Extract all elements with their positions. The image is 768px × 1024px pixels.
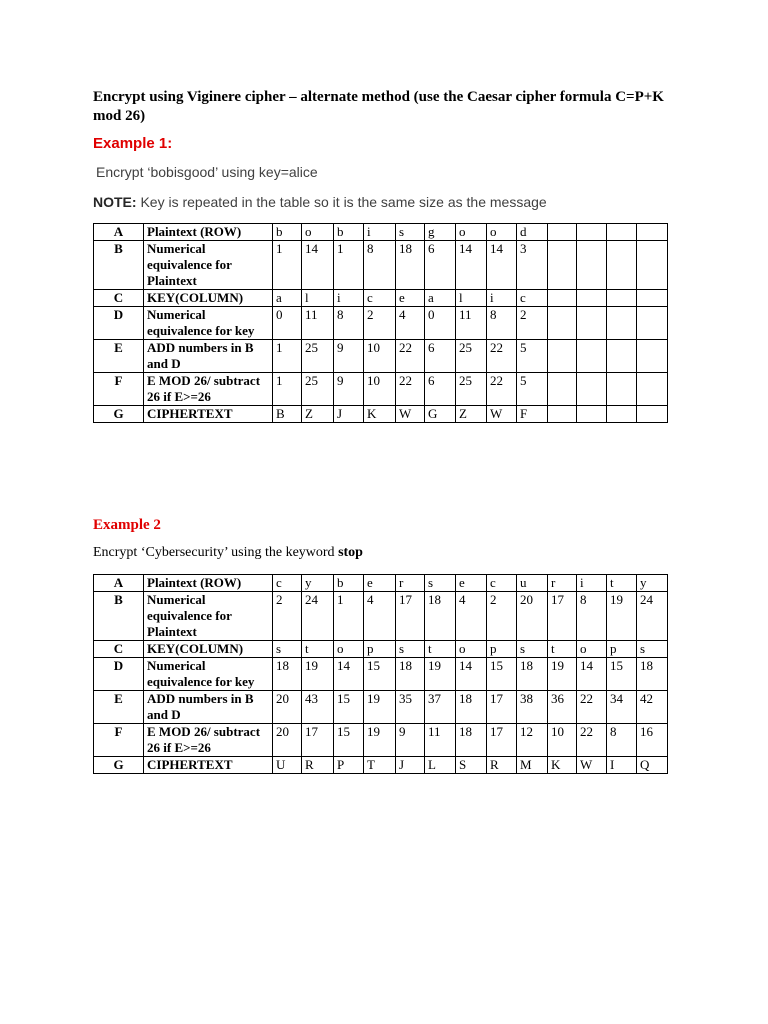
value-cell: c [364,290,396,307]
value-cell [607,406,637,423]
value-cell: b [334,575,364,592]
value-cell [548,340,577,373]
value-cell [607,340,637,373]
example-2-table-body [94,575,668,774]
value-cell: J [334,406,364,423]
value-cell: 12 [517,724,548,757]
value-cell: 1 [334,241,364,290]
value-cell: 9 [334,373,364,406]
value-cell: 4 [396,307,425,340]
value-cell: 42 [637,691,668,724]
row-letter-cell: G [94,757,144,774]
value-cell: W [396,406,425,423]
value-cell: 20 [517,592,548,641]
example-2-table [93,574,668,774]
table-row [94,658,668,691]
value-cell: 18 [396,241,425,290]
example-2-heading: Example 2 [93,517,161,533]
value-cell: 20 [273,691,302,724]
value-cell: W [487,406,517,423]
value-cell: 6 [425,373,456,406]
value-cell: 1 [273,241,302,290]
value-cell: 15 [364,658,396,691]
value-cell [607,290,637,307]
table-row [94,575,668,592]
value-cell: 1 [273,340,302,373]
row-label-cell: Numerical equivalence for key [144,307,273,340]
row-letter-cell: G [94,406,144,423]
value-cell: 11 [302,307,334,340]
row-letter-cell: C [94,290,144,307]
value-cell: 38 [517,691,548,724]
row-label-cell: Numerical equivalence for key [144,658,273,691]
value-cell: J [396,757,425,774]
value-cell: Q [637,757,668,774]
value-cell: 14 [456,658,487,691]
value-cell: 16 [637,724,668,757]
value-cell: u [517,575,548,592]
value-cell: 22 [577,691,607,724]
value-cell: 19 [548,658,577,691]
row-label-cell: CIPHERTEXT [144,406,273,423]
table-row [94,224,668,241]
value-cell [637,224,668,241]
value-cell: o [456,224,487,241]
value-cell [577,307,607,340]
value-cell: G [425,406,456,423]
value-cell: 22 [577,724,607,757]
value-cell [577,290,607,307]
value-cell: 18 [273,658,302,691]
table-row [94,241,668,290]
value-cell: 2 [517,307,548,340]
example-1-heading: Example 1: [93,135,173,152]
value-cell: 37 [425,691,456,724]
value-cell: s [425,575,456,592]
value-cell: 17 [487,724,517,757]
value-cell: a [425,290,456,307]
value-cell [548,224,577,241]
value-cell [607,224,637,241]
note-text: Key is repeated in the table so it is the same size as the message [136,194,547,210]
value-cell: 10 [548,724,577,757]
value-cell: 1 [273,373,302,406]
value-cell: 9 [396,724,425,757]
value-cell: c [517,290,548,307]
value-cell: s [637,641,668,658]
value-cell: g [425,224,456,241]
value-cell [637,340,668,373]
row-label-cell: Plaintext (ROW) [144,575,273,592]
value-cell: 25 [456,340,487,373]
value-cell: 25 [456,373,487,406]
value-cell: s [517,641,548,658]
row-letter-cell: F [94,724,144,757]
row-letter-cell: F [94,373,144,406]
row-letter-cell: A [94,575,144,592]
value-cell: c [487,575,517,592]
value-cell: 17 [548,592,577,641]
value-cell [548,290,577,307]
row-label-cell: Numerical equivalence for Plaintext [144,592,273,641]
value-cell: i [334,290,364,307]
value-cell: a [273,290,302,307]
value-cell: 18 [456,691,487,724]
value-cell [637,290,668,307]
value-cell: 19 [425,658,456,691]
row-letter-cell: C [94,641,144,658]
value-cell: r [396,575,425,592]
value-cell [548,307,577,340]
value-cell: 5 [517,340,548,373]
note-paragraph [93,194,547,210]
value-cell: 24 [637,592,668,641]
value-cell: 19 [302,658,334,691]
table-row [94,307,668,340]
row-label-cell: E MOD 26/ subtract 26 if E>=26 [144,373,273,406]
value-cell: 18 [637,658,668,691]
table-row [94,406,668,423]
value-cell: b [334,224,364,241]
value-cell: 6 [425,241,456,290]
value-cell: U [273,757,302,774]
value-cell [637,307,668,340]
value-cell: 18 [425,592,456,641]
value-cell: 2 [487,592,517,641]
value-cell: K [548,757,577,774]
value-cell: b [273,224,302,241]
row-label-cell: ADD numbers in B and D [144,340,273,373]
value-cell: y [637,575,668,592]
value-cell: p [487,641,517,658]
value-cell: T [364,757,396,774]
value-cell: e [456,575,487,592]
value-cell: s [273,641,302,658]
page-title: Encrypt using Viginere cipher – alternate method (use the Caesar cipher formula C=P+K mod 26) [93,89,664,124]
value-cell: 6 [425,340,456,373]
value-cell: e [364,575,396,592]
value-cell: 35 [396,691,425,724]
table-row [94,724,668,757]
row-letter-cell: E [94,340,144,373]
example-1-table-body [94,224,668,423]
value-cell: p [607,641,637,658]
value-cell: 18 [456,724,487,757]
value-cell: 10 [364,373,396,406]
value-cell [607,373,637,406]
value-cell: 0 [425,307,456,340]
value-cell: L [425,757,456,774]
value-cell: 19 [364,691,396,724]
row-label-cell: Plaintext (ROW) [144,224,273,241]
value-cell: 1 [334,592,364,641]
value-cell: t [607,575,637,592]
value-cell: 17 [302,724,334,757]
value-cell: i [364,224,396,241]
value-cell: c [273,575,302,592]
value-cell: 15 [334,691,364,724]
value-cell: 8 [607,724,637,757]
value-cell: o [302,224,334,241]
value-cell: 8 [487,307,517,340]
value-cell: 36 [548,691,577,724]
note-label: NOTE: [93,194,137,210]
value-cell: 11 [456,307,487,340]
value-cell: 14 [302,241,334,290]
value-cell: 8 [364,241,396,290]
value-cell: 15 [334,724,364,757]
value-cell: 3 [517,241,548,290]
value-cell: 14 [577,658,607,691]
value-cell: W [577,757,607,774]
table-row [94,373,668,406]
value-cell [548,373,577,406]
value-cell: 8 [334,307,364,340]
value-cell [577,373,607,406]
value-cell: 2 [364,307,396,340]
value-cell: 8 [577,592,607,641]
value-cell: 19 [364,724,396,757]
value-cell: 25 [302,340,334,373]
value-cell: 22 [396,340,425,373]
value-cell: t [548,641,577,658]
value-cell: R [487,757,517,774]
value-cell: R [302,757,334,774]
value-cell: s [396,641,425,658]
value-cell: 22 [396,373,425,406]
value-cell: p [364,641,396,658]
value-cell [548,241,577,290]
value-cell: 14 [334,658,364,691]
value-cell: t [302,641,334,658]
value-cell: Z [456,406,487,423]
value-cell: B [273,406,302,423]
value-cell: 9 [334,340,364,373]
value-cell: 15 [607,658,637,691]
example-1-instruction: Encrypt ‘bobisgood’ using key=alice [96,164,318,180]
example-2-keyword: stop [338,545,363,560]
row-letter-cell: B [94,241,144,290]
value-cell: Z [302,406,334,423]
value-cell [637,373,668,406]
value-cell: I [607,757,637,774]
value-cell: 2 [273,592,302,641]
value-cell: 5 [517,373,548,406]
value-cell: i [577,575,607,592]
value-cell: 34 [607,691,637,724]
value-cell: y [302,575,334,592]
table-row [94,641,668,658]
value-cell: o [334,641,364,658]
value-cell [637,406,668,423]
row-label-cell: E MOD 26/ subtract 26 if E>=26 [144,724,273,757]
value-cell: 25 [302,373,334,406]
value-cell: l [456,290,487,307]
value-cell: 17 [396,592,425,641]
row-label-cell: KEY(COLUMN) [144,290,273,307]
value-cell: r [548,575,577,592]
value-cell: P [334,757,364,774]
value-cell: d [517,224,548,241]
value-cell: 10 [364,340,396,373]
value-cell [637,241,668,290]
value-cell: e [396,290,425,307]
value-cell: 4 [364,592,396,641]
table-row [94,691,668,724]
value-cell: 4 [456,592,487,641]
value-cell: o [487,224,517,241]
value-cell: 15 [487,658,517,691]
value-cell: 14 [487,241,517,290]
value-cell [607,241,637,290]
table-row [94,757,668,774]
value-cell: 43 [302,691,334,724]
row-letter-cell: E [94,691,144,724]
value-cell: o [456,641,487,658]
row-letter-cell: A [94,224,144,241]
value-cell: 19 [607,592,637,641]
value-cell: l [302,290,334,307]
value-cell [607,307,637,340]
value-cell: 24 [302,592,334,641]
row-letter-cell: D [94,658,144,691]
row-label-cell: ADD numbers in B and D [144,691,273,724]
value-cell: i [487,290,517,307]
table-row [94,592,668,641]
row-letter-cell: D [94,307,144,340]
row-label-cell: Numerical equivalence for Plaintext [144,241,273,290]
value-cell: 18 [517,658,548,691]
value-cell: 11 [425,724,456,757]
value-cell: t [425,641,456,658]
row-label-cell: CIPHERTEXT [144,757,273,774]
row-label-cell: KEY(COLUMN) [144,641,273,658]
example-1-table [93,223,668,423]
example-2-instruction [93,545,363,561]
value-cell [548,406,577,423]
value-cell: M [517,757,548,774]
value-cell: K [364,406,396,423]
value-cell: 20 [273,724,302,757]
value-cell [577,406,607,423]
value-cell: 22 [487,373,517,406]
value-cell: s [396,224,425,241]
value-cell: 18 [396,658,425,691]
value-cell [577,224,607,241]
value-cell: o [577,641,607,658]
example-2-instruction-text: Encrypt ‘Cybersecurity’ using the keyword [93,545,339,560]
row-letter-cell: B [94,592,144,641]
value-cell: 17 [487,691,517,724]
value-cell: 22 [487,340,517,373]
value-cell: S [456,757,487,774]
table-row [94,340,668,373]
value-cell [577,340,607,373]
value-cell: 0 [273,307,302,340]
table-row [94,290,668,307]
value-cell: 14 [456,241,487,290]
value-cell: F [517,406,548,423]
value-cell [577,241,607,290]
